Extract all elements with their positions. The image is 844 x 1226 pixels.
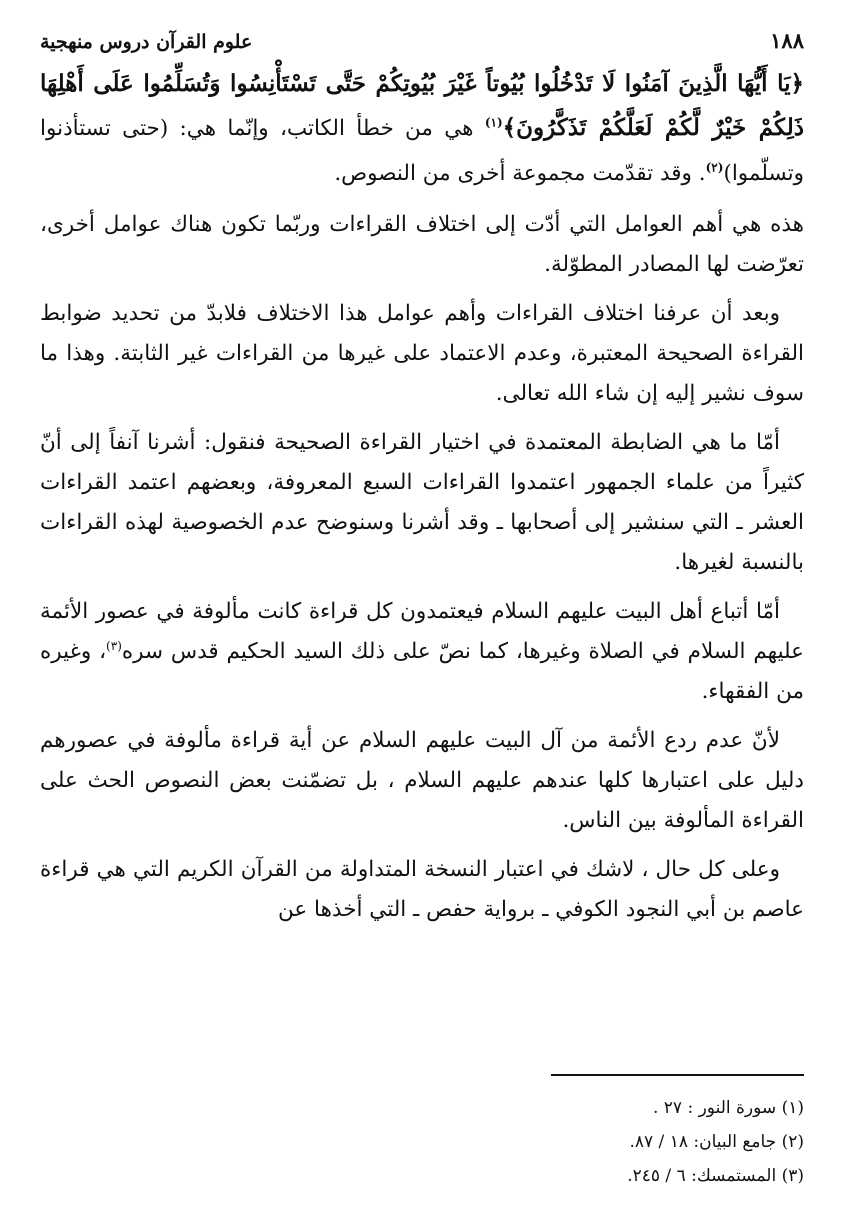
- paragraph-4-end: ، وغيره من الفقهاء.: [40, 639, 804, 704]
- running-header: [40, 28, 804, 62]
- footnotes: [40, 1091, 804, 1193]
- main-text: [40, 62, 804, 930]
- paragraph-2: وبعد أن عرفنا اختلاف القراءات وأهم عوامل هذا الاختلاف فلابدّ من تحديد ضوابط القراءة الصحيحة المعتبرة، وعدم الاعتماد على غيرها من القراءات غير الثابتة. وهذا ما سوف نشير إليه إن شاء الله تعالى.: [40, 301, 804, 406]
- book-page: [40, 28, 804, 1206]
- running-title: علوم القرآن دروس منهجية: [40, 31, 253, 53]
- quran-verse: ﴿يَا أَيُّهَا الَّذِينَ آمَنُوا لَا تَدْخُلُوا بُيُوتاً غَيْرَ بُيُوتِكُمْ حَتَّى تَسْتَأْنِسُوا وَتُسَلِّمُوا عَلَى أَهْلِهَا ذَلِكُمْ خَيْرٌ لَّكُمْ لَعَلَّكُمْ تَذَكَّرُونَ﴾: [40, 70, 804, 141]
- footnote-divider: [551, 1074, 804, 1076]
- paragraph-3: أمّا ما هي الضابطة المعتمدة في اختيار القراءة الصحيحة فنقول: أشرنا آنفاً إلى أنّ كثيراً من علماء الجمهور اعتمدوا القراءات السبع المعروفة، وبعضهم اعتمد القراءات العشر ـ التي سنشير إلى أصحابها ـ وقد أشرنا وسنوضح عدم الخصوصية لهذه القراءات بالنسبة لغيرها.: [40, 430, 804, 575]
- footnote-3: (٣) المستمسك: ٦ / ٢٤٥.: [627, 1166, 804, 1186]
- paragraph-4: [40, 592, 804, 712]
- paragraph-1: هذه هي أهم العوامل التي أدّت إلى اختلاف القراءات وربّما تكون هناك عوامل أخرى، تعرّضت لها المصادر المطوّلة.: [40, 212, 804, 277]
- page-number: ١٨٨: [770, 28, 804, 53]
- paragraph-6: وعلى كل حال ، لاشك في اعتبار النسخة المتداولة من القرآن الكريم التي هي قراءة عاصم بن أبي النجود الكوفي ـ برواية حفص ـ التي أخذها عن: [40, 857, 804, 922]
- paragraph-5: لأنّ عدم ردع الأئمة من آل البيت عليهم السلام عن أية قراءة مألوفة في عصورهم دليل على اعتبارها كلها عندهم عليهم السلام ، بل تضمّنت بعض النصوص الحث على القراءة المألوفة بين الناس.: [40, 728, 804, 833]
- paragraph-4-text: أمّا أتباع أهل البيت عليهم السلام فيعتمدون كل قراءة كانت مألوفة في عصور الأئمة عليهم السلام في الصلاة وغيرها، كما نصّ على ذلك السيد الحكيم قدس سره: [40, 599, 804, 664]
- footnote-ref-2: (٢): [705, 160, 724, 175]
- footnote-2: (٢) جامع البيان: ١٨ / ٨٧.: [629, 1132, 804, 1152]
- verse-commentary: هي من خطأ الكاتب، وإنّما هي: (حتى تستأذنوا وتسلّموا): [40, 116, 804, 186]
- footnote-ref-3: (٣): [106, 638, 122, 653]
- footnote-ref-1: (١): [484, 115, 503, 130]
- footnote-1: (١) سورة النور : ٢٧ .: [652, 1098, 804, 1118]
- verse-commentary-end: . وقد تقدّمت مجموعة أخرى من النصوص.: [334, 161, 706, 186]
- quran-verse-paragraph: [40, 62, 804, 196]
